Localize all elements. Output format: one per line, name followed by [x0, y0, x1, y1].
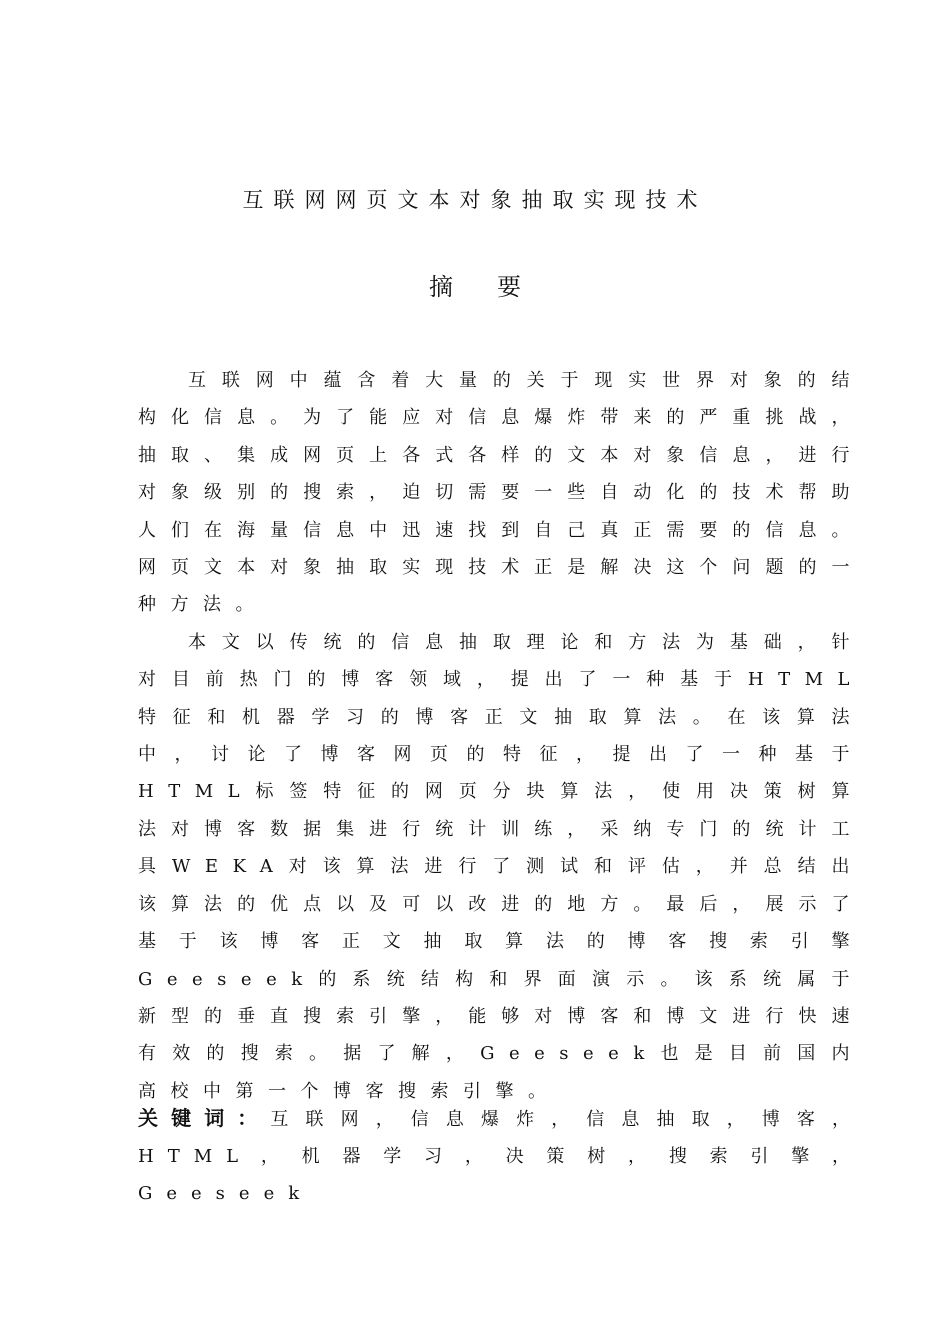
abstract-body: [138, 362, 864, 1110]
keywords-list: 互联网，信息爆炸，信息抽取，博客，HTML，机器学习，决策树，搜索引擎，Geeseek: [138, 1109, 865, 1204]
document-title: 互联网网页文本对象抽取实现技术: [242, 188, 708, 212]
abstract-paragraph-2: 本文以传统的信息抽取理论和方法为基础，针对目前热门的博客领域，提出了一种基于HTML特征和机器学习的博客正文抽取算法。在该算法中，讨论了博客网页的特征，提出了一种基于HTML标签特征的网页分块算法，使用决策树算法对博客数据集进行统计训练，采纳专门的统计工具WEKA对该算法进行了测试和评估，并总结出该算法的优点以及可以改进的地方。最后，展示了基于该博客正文抽取算法的博客搜索引擎Geeseek的系统结构和界面演示。该系统属于新型的垂直搜索引擎，能够对博客和博文进行快速有效的搜索。据了解，Geeseek也是目前国内高校中第一个博客搜索引擎。: [138, 631, 864, 1102]
abstract-paragraph-1: 互联网中蕴含着大量的关于现实世界对象的结构化信息。为了能应对信息爆炸带来的严重挑战，抽取、集成网页上各式各样的文本对象信息，进行对象级别的搜索，迫切需要一些自动化的技术帮助人们在海量信息中迅速找到自己真正需要的信息。 网页文本对象抽取实现技术正是解决这个问题的一种方法。: [138, 370, 864, 616]
keywords-section: [138, 1100, 864, 1212]
keywords-label: 关键词：: [138, 1106, 271, 1130]
abstract-heading: 摘要: [429, 273, 565, 301]
